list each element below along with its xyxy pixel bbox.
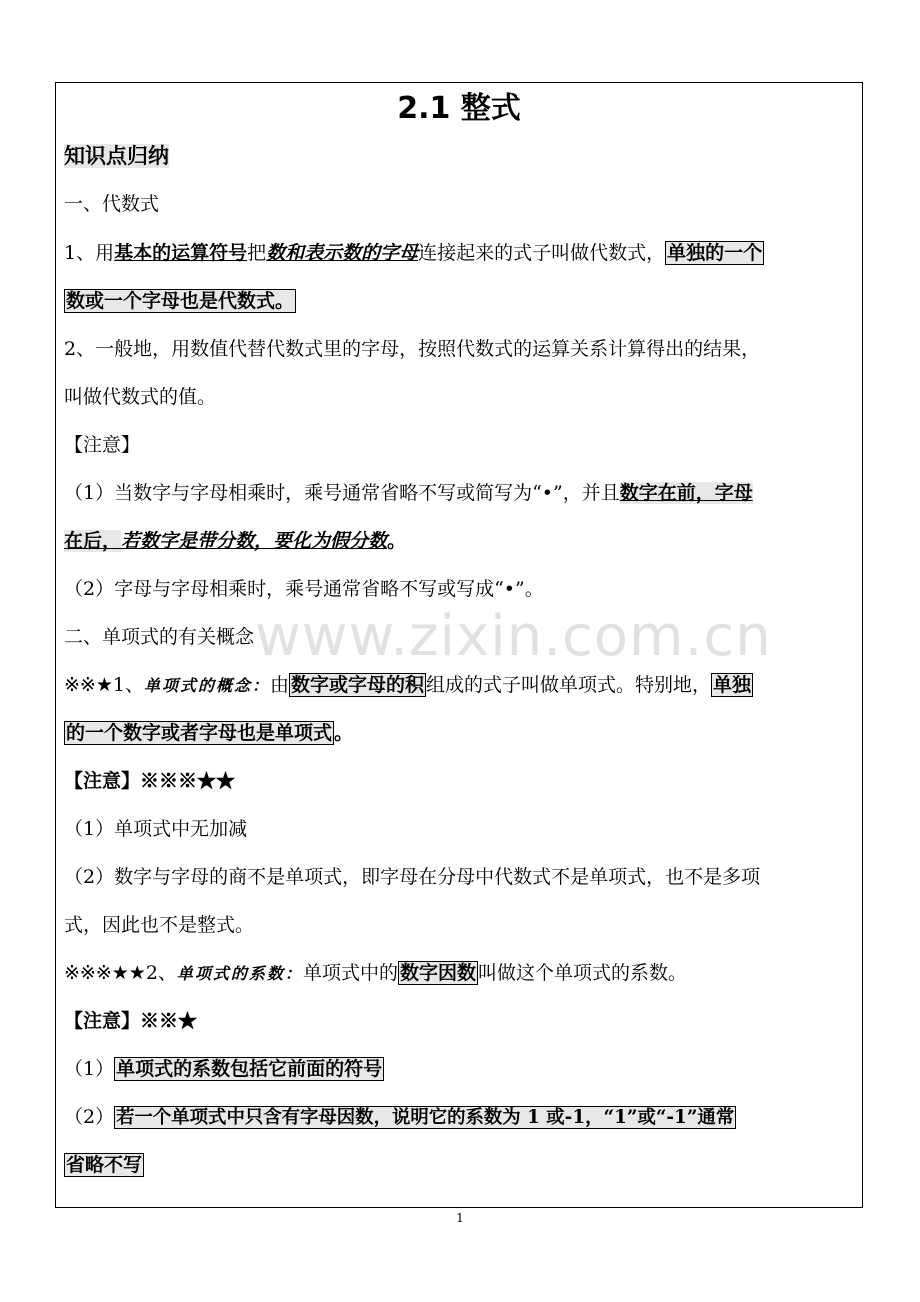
p2-line-2: 叫做代数式的值。 [64, 386, 217, 408]
c1-c: 由 [269, 674, 289, 696]
s1-heading: 一、代数式 [64, 193, 160, 215]
c1-line-2 [64, 718, 854, 748]
k1-a: （1） [64, 1058, 115, 1080]
p1-operator-symbols: 基本的运算符号 [114, 242, 248, 264]
note-3: 【注意】※※★ [64, 1010, 198, 1032]
note-1: 【注意】 [64, 434, 141, 456]
c1-h: 。 [334, 722, 354, 744]
n1-e: 。 [387, 530, 407, 552]
n1-line-1 [64, 478, 854, 508]
c1-single-2: 的一个数字或者字母也是单项式 [66, 722, 333, 744]
p1-numbers-letters: 数和表示数的字母 [266, 242, 419, 264]
section-heading: 知识点归纳 [64, 144, 169, 168]
c1-term: 单项式的概念： [143, 676, 270, 695]
n1-number-first: 数字在前，字母 [619, 482, 753, 504]
c1-single-1: 单独 [713, 674, 752, 696]
p1-line-1 [64, 238, 854, 268]
c1-line-1 [64, 670, 854, 701]
page-number: 1 [456, 1211, 464, 1225]
section-heading-line [64, 141, 854, 172]
s2-heading: 二、单项式的有关概念 [64, 626, 255, 648]
page-title: 2.1 整式 [397, 91, 521, 126]
p1-e: 连接起来的式子叫做代数式， [418, 242, 666, 264]
n1-letter-after: 在后， [64, 530, 122, 552]
c2-e: 叫做这个单项式的系数。 [477, 962, 687, 984]
p1-line-2 [64, 286, 854, 316]
n1-line-2 [64, 526, 854, 556]
k1-line [64, 1054, 854, 1084]
m2-line-1: （2）数字与字母的商不是单项式，即字母在分母中代数式不是单项式，也不是多项 [64, 866, 761, 888]
p2-line-1: 2、一般地，用数值代替代数式里的字母，按照代数式的运算关系计算得出的结果， [64, 338, 761, 360]
p1-highlight-1: 单独的一个 [667, 242, 763, 264]
note-2: 【注意】※※※★★ [64, 770, 236, 792]
k2-a: （2） [64, 1106, 115, 1128]
k2-line-2 [64, 1150, 854, 1180]
n2-line: （2）字母与字母相乘时，乘号通常省略不写或写成“•”。 [64, 578, 544, 600]
c2-c: 单项式中的 [302, 962, 398, 984]
c1-a: ※※★1、 [64, 674, 144, 696]
c2-term: 单项式的系数： [176, 964, 303, 983]
c2-factor: 数字因数 [399, 962, 476, 984]
c1-product: 数字或字母的积 [291, 674, 425, 696]
m2-line-2: 式，因此也不是整式。 [64, 914, 255, 936]
p1-a: 1、用 [64, 242, 115, 264]
k2-coefficient: 若一个单项式中只含有字母因数，说明它的系数为 1 或-1，“1”或“-1”通常 [116, 1107, 735, 1128]
c1-e: 组成的式子叫做单项式。特别地， [426, 674, 712, 696]
p1-c: 把 [247, 242, 267, 264]
k1-sign: 单项式的系数包括它前面的符号 [116, 1058, 383, 1080]
c2-a: ※※※★★2、 [64, 962, 177, 984]
c2-line [64, 958, 854, 989]
k2-line-1 [64, 1102, 854, 1133]
k2-omit: 省略不写 [66, 1154, 143, 1176]
p1-highlight-2: 数或一个字母也是代数式。 [66, 290, 295, 312]
n1-mixed-number: 若数字是带分数，要化为假分数 [121, 530, 388, 552]
m1-line: （1）单项式中无加减 [64, 818, 248, 840]
watermark: www.zixin.com.cn [255, 604, 772, 669]
n1-a: （1）当数字与字母相乘时，乘号通常省略不写或简写为“•”，并且 [64, 482, 620, 504]
